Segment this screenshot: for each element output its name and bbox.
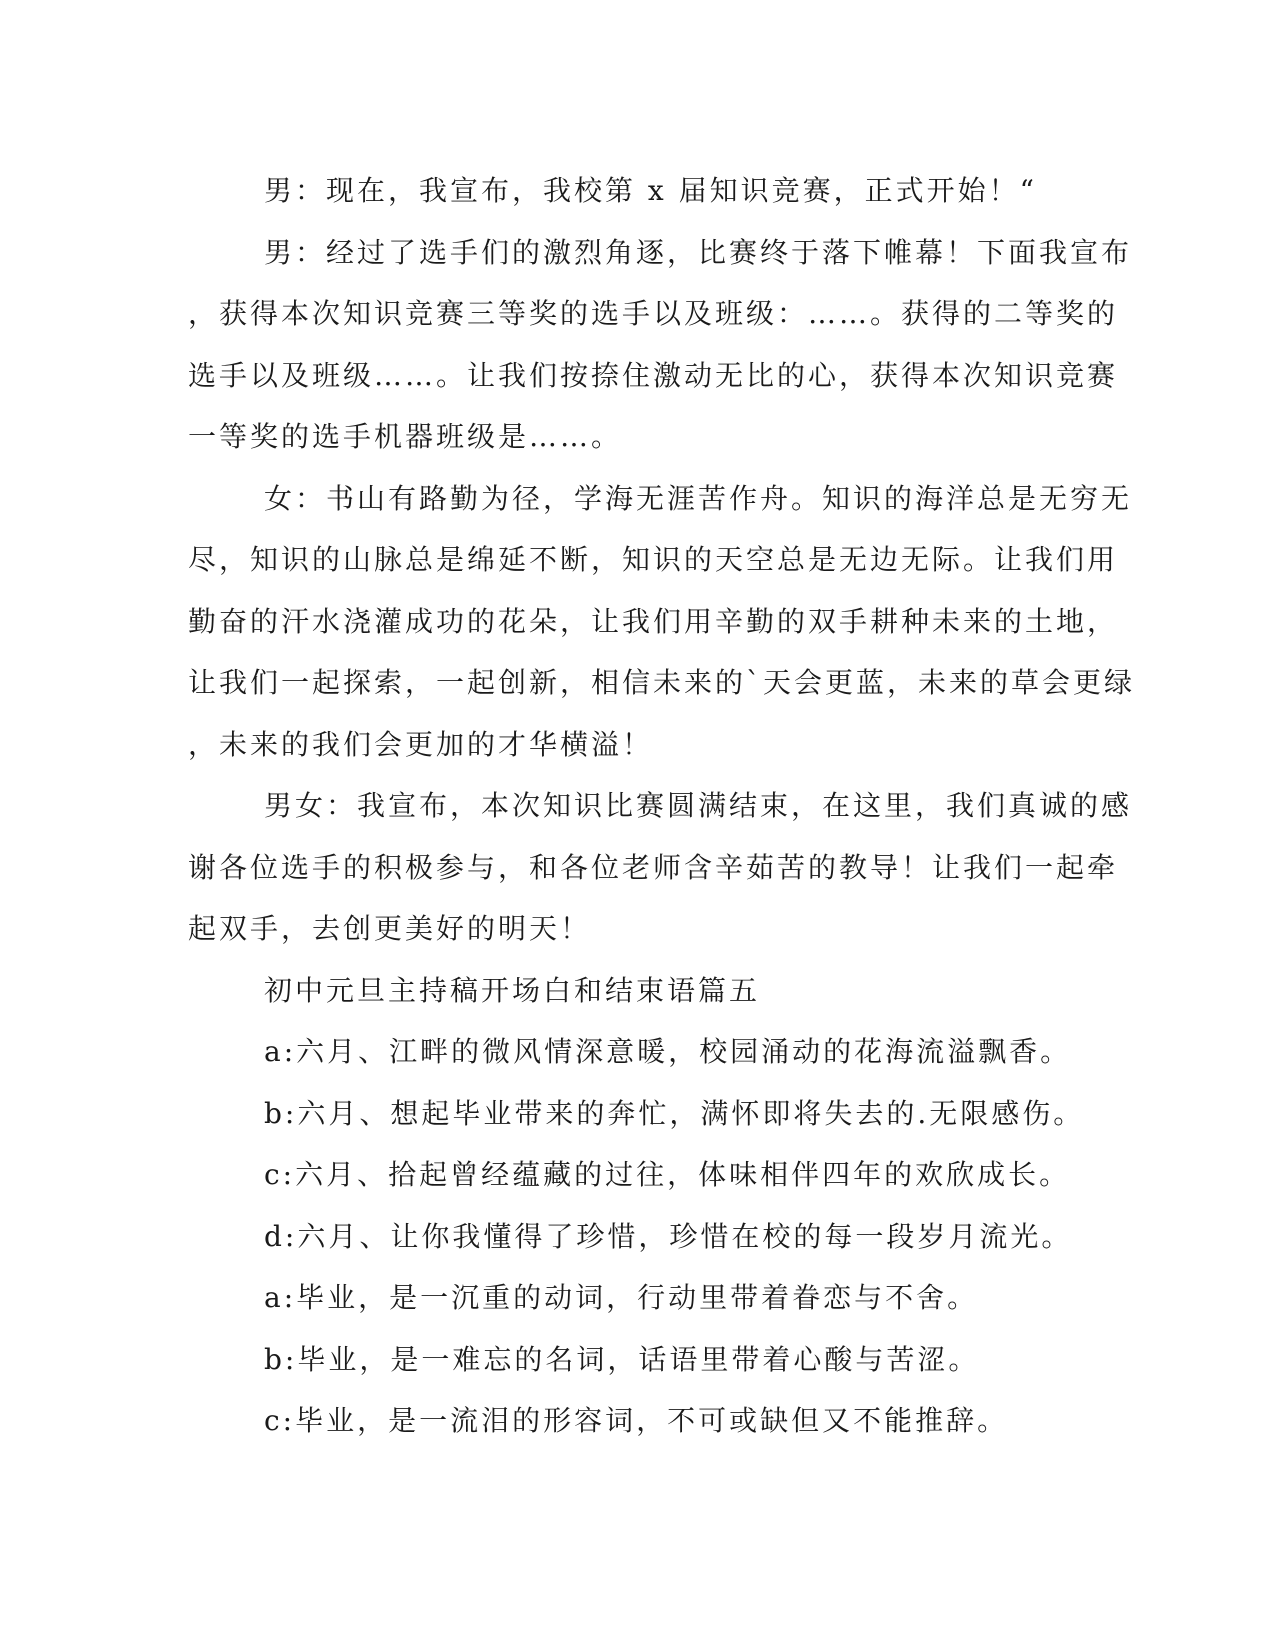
text-line: 男：现在，我宣布，我校第 x 届知识竞赛，正式开始！“: [264, 174, 1037, 207]
text-line: ，获得本次知识竞赛三等奖的选手以及班级：……。获得的二等奖的: [188, 297, 1119, 330]
text-line: 让我们一起探索，一起创新，相信未来的`天会更蓝，未来的草会更绿: [188, 666, 1136, 699]
text-line: 谢各位选手的积极参与，和各位老师含辛茹苦的教导！让我们一起牵: [188, 850, 1119, 884]
paragraph-female-host: [188, 468, 1136, 776]
text-line: 女：书山有路勤为径，学海无涯苦作舟。知识的海洋总是无穷无: [264, 481, 1133, 515]
section-heading: 初中元旦主持稿开场白和结束语篇五: [264, 973, 761, 1007]
script-line-b1: b:六月、想起毕业带来的奔忙，满怀即将失去的.无限感伤。: [264, 1096, 1085, 1130]
text-line: 一等奖的选手机器班级是……。: [188, 420, 623, 453]
text-line: 勤奋的汗水浇灌成功的花朵，让我们用辛勤的双手耕种未来的土地，: [188, 604, 1119, 638]
script-line-b2: b:毕业，是一难忘的名词，话语里带着心酸与苦涩。: [264, 1342, 980, 1376]
paragraph-closing: [188, 775, 1133, 960]
script-line-c2: c:毕业，是一流泪的形容词，不可或缺但又不能推辞。: [264, 1404, 1009, 1437]
text-line: 起双手，去创更美好的明天！: [188, 912, 592, 945]
script-line-a1: a:六月、江畔的微风情深意暖，校园涌动的花海流溢飘香。: [264, 1035, 1072, 1068]
paragraph-awards: [188, 222, 1133, 468]
script-line-c1: c:六月、拾起曾经蕴藏的过往，体味相伴四年的欢欣成长。: [264, 1158, 1071, 1191]
text-line: 尽，知识的山脉总是绵延不断，知识的天空总是无边无际。让我们用: [188, 543, 1119, 576]
text-line: 选手以及班级……。让我们按捺住激动无比的心，获得本次知识竞赛: [188, 358, 1119, 392]
text-line: 男女：我宣布，本次知识比赛圆满结束，在这里，我们真诚的感: [264, 789, 1133, 822]
script-line-d1: d:六月、让你我懂得了珍惜，珍惜在校的每一段岁月流光。: [264, 1219, 1073, 1253]
document-body: [188, 160, 1136, 1452]
text-line: 男：经过了选手们的激烈角逐，比赛终于落下帷幕！下面我宣布: [264, 235, 1133, 269]
paragraph-opening: [188, 160, 1075, 222]
script-line-a2: a:毕业，是一沉重的动词，行动里带着眷恋与不舍。: [264, 1281, 979, 1314]
text-line: ，未来的我们会更加的才华横溢！: [188, 727, 654, 761]
